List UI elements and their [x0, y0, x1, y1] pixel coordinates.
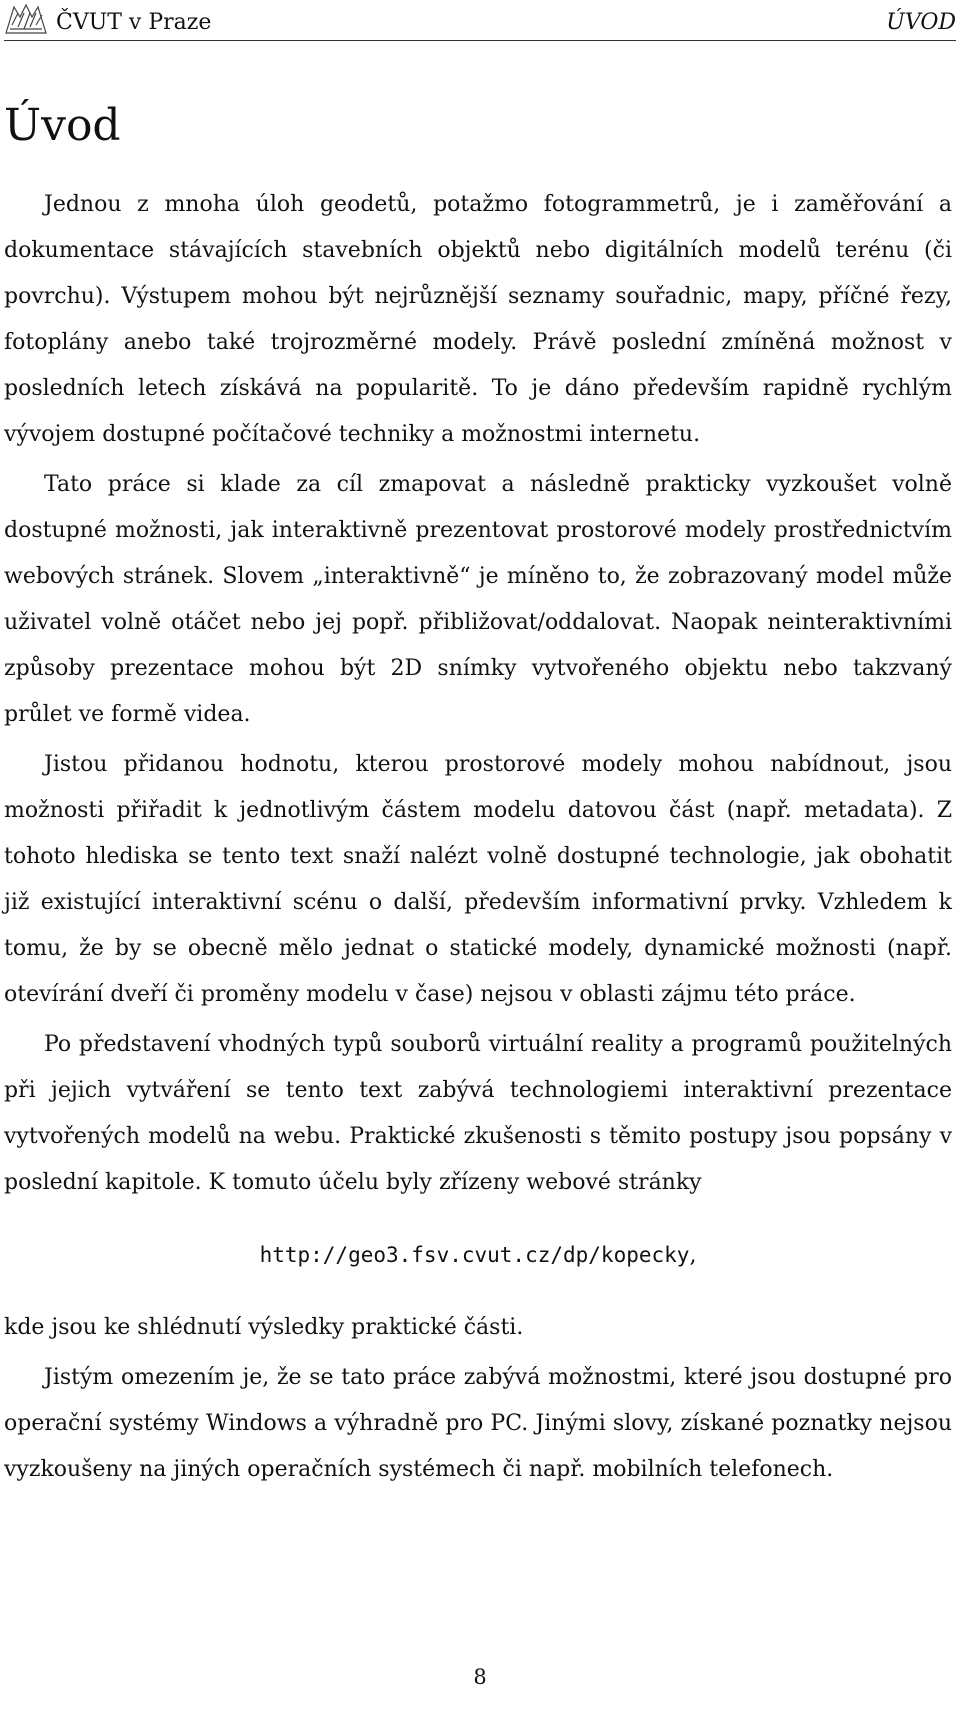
- page-number: 8: [473, 1665, 487, 1689]
- paragraph: Po představení vhodných typů souborů virtuální reality a programů použitelných při jejich vytváření se tento text zabývá technologiemi interaktivní prezentace vytvořených modelů na webu. Praktické zkušenosti s těmito postupy jsou popsány v poslední kapitole. K tomuto účelu byly zřízeny webové stránky: [4, 1032, 952, 1195]
- website-url[interactable]: http://geo3.fsv.cvut.cz/dp/kopecky: [259, 1243, 690, 1267]
- header-institution: ČVUT v Praze: [56, 10, 212, 35]
- paragraph-continuation: kde jsou ke shlédnutí výsledky praktické části.: [4, 1315, 524, 1340]
- paragraph: Jistým omezením je, že se tato práce zabývá možnostmi, které jsou dostupné pro operační systémy Windows a výhradně pro PC. Jinými slovy, získané poznatky nejsou vyzkoušeny na jiných operačních systémech či např. mobilních telefonech.: [4, 1365, 952, 1482]
- running-header: [4, 0, 956, 41]
- chapter-body: [4, 182, 952, 1493]
- header-chapter: ÚVOD: [886, 10, 956, 35]
- paragraph: Jistou přidanou hodnotu, kterou prostorové modely mohou nabídnout, jsou možnosti přiřadit k jednotlivým částem modelu datovou část (např. metadata). Z tohoto hlediska se tento text snaží nalézt volně dostupné technologie, jak obohatit již existující interaktivní scénu o další, především informativní prvky. Vzhledem k tomu, že by se obecně mělo jednat o statické modely, dynamické možnosti (např. otevírání dveří či proměny modelu v čase) nejsou v oblasti zájmu této práce.: [4, 752, 952, 1007]
- url-line: [4, 1232, 952, 1279]
- chapter-title: Úvod: [4, 100, 121, 151]
- paragraph: Jednou z mnoha úloh geodetů, potažmo fotogrammetrů, je i zaměřování a dokumentace stávajících stavebních objektů nebo digitálních modelů terénu (či povrchu). Výstupem mohou být nejrůznější seznamy souřadnic, mapy, příčné řezy, fotoplány anebo také trojrozměrné modely. Právě poslední zmíněná možnost v posledních letech získává na popularitě. To je dáno především rapidně rychlým vývojem dostupné počítačové techniky a možnostmi internetu.: [4, 192, 952, 447]
- university-logo-icon: [4, 3, 48, 35]
- paragraph: Tato práce si klade za cíl zmapovat a následně prakticky vyzkoušet volně dostupné možnosti, jak interaktivně prezentovat prostorové modely prostřednictvím webových stránek. Slovem „interaktivně“ je míněno to, že zobrazovaný model může uživatel volně otáčet nebo jej popř. přibližovat/oddalovat. Naopak neinteraktivními způsoby prezentace mohou být 2D snímky vytvořeného objektu nebo takzvaný průlet ve formě videa.: [4, 472, 952, 727]
- url-suffix: ,: [689, 1243, 697, 1268]
